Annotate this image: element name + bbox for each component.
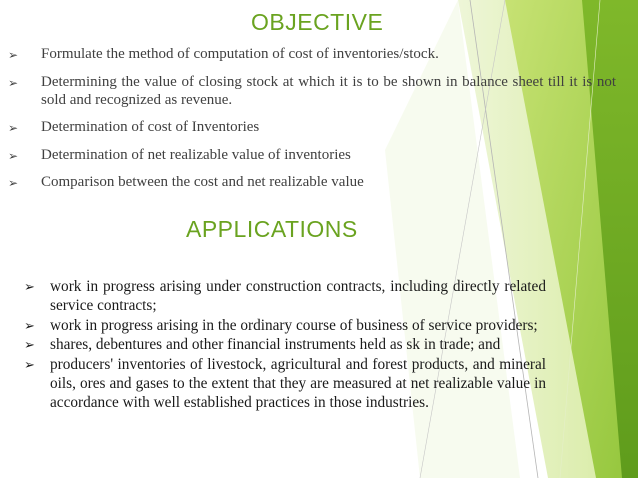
application-text: work in progress arising in the ordinary course of business of service providers; bbox=[50, 316, 538, 334]
objective-list bbox=[8, 45, 616, 201]
application-text: shares, debentures and other financial instruments held as sk in trade; and bbox=[50, 336, 501, 354]
objective-text: Formulate the method of computation of cost of inventories/stock. bbox=[41, 46, 439, 62]
application-item bbox=[24, 355, 546, 413]
objective-item bbox=[8, 173, 616, 191]
arrow-bullet-icon: ➢ bbox=[8, 176, 19, 190]
application-text: producers' inventories of livestock, agricultural and forest products, and mineral oils, ores and gases to the extent that they are measured at net realizable value in accordance with well established practices in those industries. bbox=[50, 355, 546, 412]
objective-text: Determining the value of closing stock at which it is to be shown in balance sheet till it is not sold and recognized as revenue. bbox=[41, 73, 616, 108]
arrow-bullet-icon: ➢ bbox=[8, 148, 19, 163]
objective-item bbox=[8, 73, 616, 109]
application-item bbox=[24, 277, 546, 316]
application-item bbox=[24, 335, 546, 354]
objective-text: Comparison between the cost and net realizable value bbox=[41, 174, 364, 190]
objective-heading: OBJECTIVE bbox=[251, 9, 384, 35]
arrow-bullet-icon: ➢ bbox=[24, 338, 35, 354]
applications-heading: APPLICATIONS bbox=[186, 216, 358, 242]
arrow-bullet-icon: ➢ bbox=[24, 318, 35, 334]
arrow-bullet-icon: ➢ bbox=[8, 48, 19, 62]
arrow-bullet-icon: ➢ bbox=[8, 75, 19, 90]
application-text: work in progress arising under construction contracts, including directly related service contracts; bbox=[50, 278, 546, 315]
arrow-bullet-icon: ➢ bbox=[24, 357, 35, 373]
arrow-bullet-icon: ➢ bbox=[24, 280, 35, 295]
objective-item bbox=[8, 45, 616, 63]
application-item bbox=[24, 316, 546, 335]
objective-text: Determination of cost of Inventories bbox=[41, 119, 260, 135]
arrow-bullet-icon: ➢ bbox=[8, 121, 19, 135]
objective-item bbox=[8, 118, 616, 136]
objective-item bbox=[8, 146, 616, 164]
objective-text: Determination of net realizable value of inventories bbox=[41, 146, 351, 163]
applications-list bbox=[24, 277, 546, 413]
